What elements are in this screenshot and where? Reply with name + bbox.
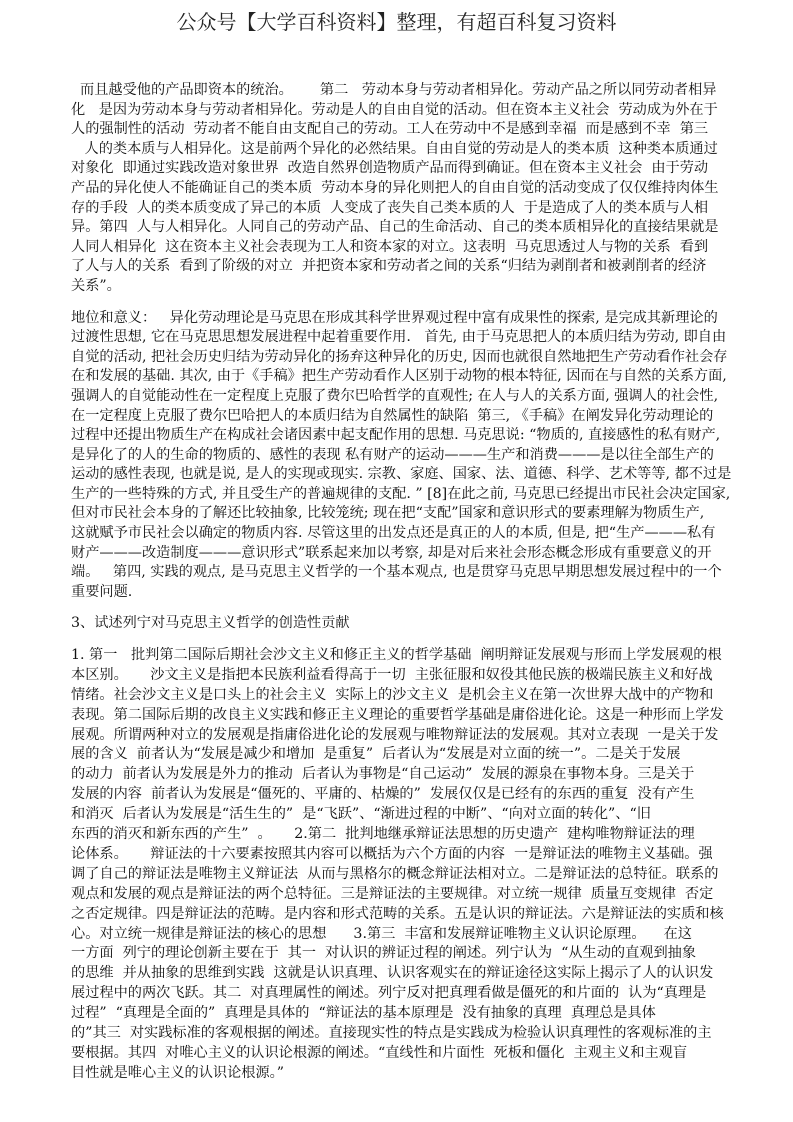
text-line: 重要问题. bbox=[71, 583, 133, 600]
text-line: 的思维 并从抽象的思维到实践 这就是认识真理、认识客观实在的辩证途径这实际上揭示了人的认识发 bbox=[71, 965, 714, 982]
text-line: 情绪。社会沙文主义是口头上的社会主义 实际上的沙文主义 是机会主义在第一次世界大战中的产物和 bbox=[71, 686, 714, 703]
paragraph-lenin-contributions bbox=[71, 646, 731, 1084]
text-line: 的动力 前者认为发展是外力的推动 后者认为事物是“自己运动” 发展的源泉在事物本身。三是关于 bbox=[71, 766, 695, 783]
text-line: 在和发展的基础. 其次, 由于《手稿》把生产劳动看作人区别于动物的根本特征, 因而在与自然的关系方面, bbox=[71, 368, 727, 385]
text-line: 观点和发展的观点是辩证法的两个总特征。三是辩证法的主要规律。对立统一规律 质量互变规律 否定 bbox=[71, 885, 714, 902]
text-line: 展的含义 前者认为“发展是减少和增加 是重复” 后者认为“发展是对立面的统一”。二是关于发展 bbox=[71, 746, 681, 763]
text-line: 异。第四 人与人相异化。人同自己的劳动产品、自己的生命活动、自己的类本质相异化的直接结果就是 bbox=[71, 219, 719, 236]
text-line: 人的类本质与人相异化。这是前两个异化的必然结果。自由自觉的劳动是人的类本质 这种类本质通过 bbox=[71, 140, 718, 157]
text-line: 是异化了的人的生命的物质的、感性的表现 私有财产的运动———生产和消费———是以往全部生产的 bbox=[71, 446, 714, 463]
text-line: 存的手段 人的类本质变成了异己的本质 人变成了丧失自己类本质的人 于是造成了人的类本质与人相 bbox=[71, 199, 709, 216]
text-line: 过渡性思想, 它在马克思思想发展进程中起着重要作用. 首先, 由于马克思把人的本质归结为劳动, 即自由 bbox=[71, 329, 727, 346]
text-line: 目性就是唯心主义的认识论根源。” bbox=[71, 1064, 284, 1081]
text-line: 强调人的自觉能动性在一定程度上克服了费尔巴哈哲学的直观性; 在人与人的关系方面, 强调人的社会性, bbox=[71, 387, 719, 404]
text-line: 在一定程度上克服了费尔巴哈把人的本质归结为自然属性的缺陷 第三, 《手稿》在阐发异化劳动理论的 bbox=[71, 407, 714, 424]
text-line: 这就赋予市民社会以确定的物质内容. 尽管这里的出发点还是真正的人的本质, 但是, 把“生产———私有 bbox=[71, 525, 716, 542]
text-line: 人的强制性的活动 劳动者不能自由支配自己的劳动。工人在劳动中不是感到幸福 而是感到不幸 第三 bbox=[71, 121, 709, 138]
text-line: 东西的消灭和新东西的产生” 。 2.第二 批判地继承辩证法思想的历史遗产 建构唯物辩证法的理 bbox=[71, 826, 695, 843]
text-line: 调了自己的辩证法是唯物主义辩证法 从而与黑格尔的概念辩证法相对立。二是辩证法的总特征。联系的 bbox=[71, 865, 719, 882]
text-line: 本区别。 沙文主义是指把本民族利益看得高于一切 主张征服和奴役其他民族的极端民族主义和好战 bbox=[71, 666, 713, 683]
text-line: 要根据。其四 对唯心主义的认识论根源的阐述。“直线性和片面性 死板和僵化 主观主义和主观盲 bbox=[71, 1044, 688, 1061]
page-header: 公众号【大学百科资料】整理，有超百科复习资料 bbox=[176, 10, 617, 34]
text-line: 地位和意义： 异化劳动理论是马克思在形成其科学世界观过程中富有成果性的探索, 是完成其新理论的 bbox=[71, 309, 718, 326]
text-line: 了人与人的关系 看到了阶级的对立 并把资本家和劳动者之间的关系“归结为剥削者和被剥削者的经济 bbox=[71, 258, 707, 275]
text-line: 一方面 列宁的理论创新主要在于 其一 对认识的辨证过程的阐述。列宁认为 “从生动的直观到抽象 bbox=[71, 945, 697, 962]
document-body bbox=[71, 81, 731, 1084]
text-line: 论体系。 辩证法的十六要素按照其内容可以概括为六个方面的内容 一是辩证法的唯物主义基础。强 bbox=[71, 845, 713, 862]
text-line: 但对市民社会本身的了解还比较抽象, 比较笼统; 现在把“支配”国家和意识形式的要素理解为物质生产, bbox=[71, 505, 705, 522]
text-line: 财产———改造制度———意识形式”联系起来加以考察, 却是对后来社会形态概念形成有重要意义的开 bbox=[71, 544, 712, 561]
text-line: 的”其三 对实践标准的客观根据的阐述。直接现实性的特点是实践成为检验认识真理性的客观标准的主 bbox=[71, 1024, 712, 1041]
text-line: 发展的内容 前者认为发展是“僵死的、平庸的、枯燥的” 发展仅仅是已经有的东西的重复 没有产生 bbox=[71, 786, 695, 803]
text-line: 关系”。 bbox=[71, 277, 121, 294]
paragraph-significance bbox=[71, 309, 731, 603]
section-heading: 3、试述列宁对马克思主义哲学的创造性贡献 bbox=[71, 615, 350, 632]
text-line: 展过程中的两次飞跃。其二 对真理属性的阐述。列宁反对把真理看做是僵死的和片面的 认为“真理是 bbox=[71, 985, 707, 1002]
text-line: 过程中还提出物质生产在构成社会诸因素中起支配作用的思想. 马克思说: “物质的, 直接感性的私有财产, bbox=[71, 427, 721, 444]
text-line: 运动的感性表现, 也就是说, 是人的实现或现实. 宗教、家庭、国家、法、道德、科学、艺术等等, 都不过是 bbox=[71, 466, 732, 483]
text-line: 之否定规律。四是辩证法的范畴。是内容和形式范畴的关系。五是认识的辩证法。六是辩证法的实质和核 bbox=[71, 905, 724, 922]
text-line: 而且越受他的产品即资本的统治。 第二 劳动本身与劳动者相异化。劳动产品之所以同劳动者相异 bbox=[71, 82, 717, 98]
text-line: 和消灭 后者认为发展是“活生生的” 是“飞跃”、“渐进过程的中断”、“向对立面的转化”、“旧 bbox=[71, 806, 651, 823]
text-line: 自觉的活动, 把社会历史归结为劳动异化的扬弃这种异化的历史, 因而也就很自然地把生产劳动看作社会存 bbox=[71, 348, 728, 365]
text-line: 端。 第四, 实践的观点, 是马克思主义哲学的一个基本观点, 也是贯穿马克思早期思想发展过程中的一个 bbox=[71, 564, 722, 581]
paragraph-alienation bbox=[71, 81, 731, 297]
text-line: 表现。第二国际后期的改良主义实践和修正主义理论的重要哲学基础是庸俗进化论。这是一种形而上学发 bbox=[71, 706, 724, 723]
text-line: 心。对立统一规律是辩证法的核心的思想 3.第三 丰富和发展辩证唯物主义认识论原理。 在这 bbox=[71, 925, 692, 942]
text-line: 人同人相异化 这在资本主义社会表现为工人和资本家的对立。这表明 马克思透过人与物的关系 看到 bbox=[71, 238, 709, 255]
text-line: 对象化 即通过实践改造对象世界 改造自然界创造物质产品而得到确证。但在资本主义社会 由于劳动 bbox=[71, 160, 709, 177]
text-line: 化 是因为劳动本身与劳动者相异化。劳动是人的自由自觉的活动。但在资本主义社会 劳动成为外在于 bbox=[71, 101, 718, 118]
text-line: 1. 第一 批判第二国际后期社会沙文主义和修正主义的哲学基础 阐明辩证发展观与形而上学发展观的根 bbox=[71, 647, 722, 664]
text-line: 过程” “真理是全面的” 真理是具体的 “辩证法的基本原理是 没有抽象的真理 真理总是具体 bbox=[71, 1005, 656, 1022]
text-line: 生产的一些特殊的方式, 并且受生产的普遍规律的支配. ” [8]在此之前, 马克思已经提出市民社会决定国家, bbox=[71, 485, 731, 502]
text-line: 展观。所谓两种对立的发展观是指庸俗进化论的发展观与唯物辩证法的发展观。其对立表现 一是关于发 bbox=[71, 726, 719, 743]
text-line: 产品的异化使人不能确证自己的类本质 劳动本身的异化则把人的自由自觉的活动变成了仅仅维持肉体生 bbox=[71, 179, 719, 196]
